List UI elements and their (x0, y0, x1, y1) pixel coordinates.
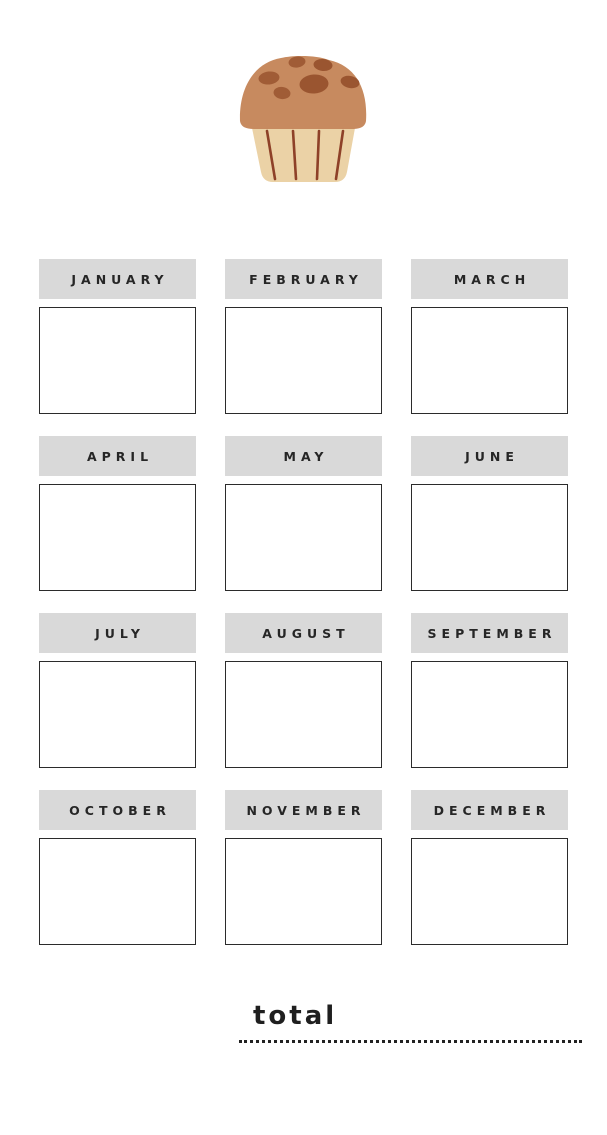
month-header-august (225, 613, 382, 653)
month-cell-december (411, 790, 568, 945)
month-header-may (225, 436, 382, 476)
month-cell-october (39, 790, 196, 945)
month-cell-september (411, 613, 568, 768)
month-box-april[interactable] (39, 484, 196, 591)
month-label-march: MARCH (453, 271, 531, 287)
month-header-june (411, 436, 568, 476)
month-box-august[interactable] (225, 661, 382, 768)
muffin-top (239, 56, 365, 129)
month-box-december[interactable] (411, 838, 568, 945)
month-box-march[interactable] (411, 307, 568, 414)
month-header-march (411, 259, 568, 299)
month-label-november: NOVEMBER (246, 802, 366, 818)
month-label-august: AUGUST (262, 625, 350, 641)
month-cell-november (225, 790, 382, 945)
month-cell-august (225, 613, 382, 768)
month-label-april: APRIL (86, 448, 154, 464)
month-box-november[interactable] (225, 838, 382, 945)
month-label-december: DECEMBER (433, 802, 551, 818)
month-box-july[interactable] (39, 661, 196, 768)
months-grid (39, 259, 568, 945)
month-header-november (225, 790, 382, 830)
month-label-january: JANUARY (71, 271, 169, 287)
month-header-february (225, 259, 382, 299)
month-cell-may (225, 436, 382, 591)
month-label-september: SEPTEMBER (427, 625, 557, 641)
month-header-april (39, 436, 196, 476)
month-box-february[interactable] (225, 307, 382, 414)
month-label-july: JULY (95, 625, 145, 641)
month-header-october (39, 790, 196, 830)
month-box-september[interactable] (411, 661, 568, 768)
month-header-september (411, 613, 568, 653)
muffin-illustration (239, 55, 369, 183)
month-cell-april (39, 436, 196, 591)
month-cell-march (411, 259, 568, 414)
month-cell-june (411, 436, 568, 591)
month-label-october: OCTOBER (69, 802, 171, 818)
total-fill-in-line[interactable] (239, 1040, 582, 1043)
month-cell-july (39, 613, 196, 768)
month-label-may: MAY (283, 448, 329, 464)
month-cell-february (225, 259, 382, 414)
month-box-may[interactable] (225, 484, 382, 591)
month-box-january[interactable] (39, 307, 196, 414)
month-box-october[interactable] (39, 838, 196, 945)
month-box-june[interactable] (411, 484, 568, 591)
total-label: total (253, 1001, 338, 1031)
month-header-december (411, 790, 568, 830)
muffin-icon (239, 55, 369, 183)
month-header-july (39, 613, 196, 653)
month-header-january (39, 259, 196, 299)
total-section (239, 1001, 582, 1043)
month-cell-january (39, 259, 196, 414)
month-label-june: JUNE (465, 448, 519, 464)
month-label-february: FEBRUARY (249, 271, 363, 287)
